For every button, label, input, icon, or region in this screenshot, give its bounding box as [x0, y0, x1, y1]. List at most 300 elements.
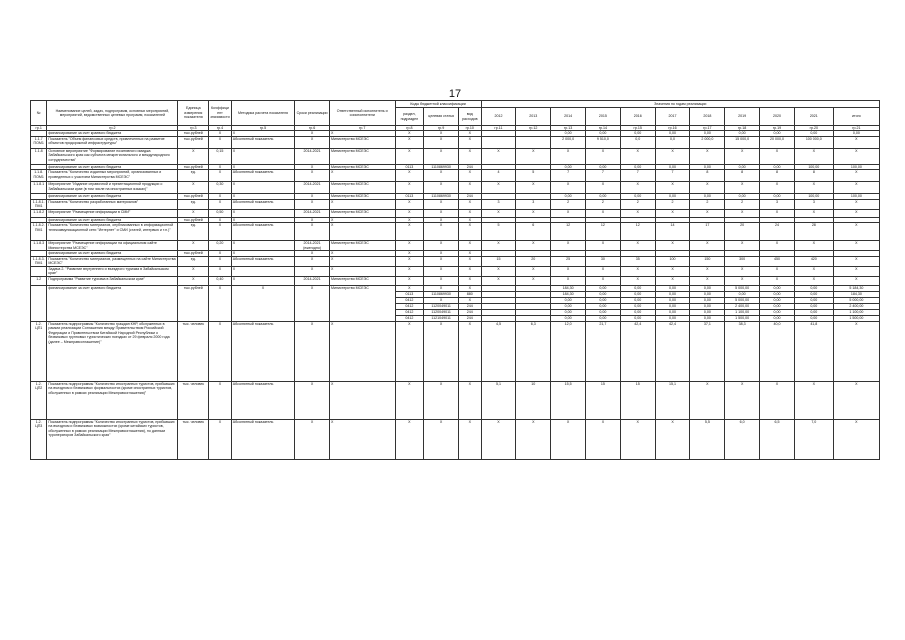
table-cell: Х — [395, 182, 424, 194]
table-cell: Х — [209, 170, 232, 182]
header-bk-col: раздел, подраздел — [395, 108, 424, 126]
table-cell: 5 000,00 — [725, 297, 760, 303]
table-cell: 4 — [481, 170, 516, 182]
table-cell: 0,00 — [794, 131, 833, 136]
table-cell: Х — [833, 241, 879, 251]
table-cell: 17 — [690, 223, 725, 241]
table-cell: 12,0 — [551, 321, 586, 381]
table-cell: 0,00 — [551, 297, 586, 303]
column-number: гр.10 — [459, 126, 482, 131]
table-cell: Министерство МСЕЭС — [329, 276, 395, 285]
table-cell: тыс.рублей — [178, 164, 209, 169]
table-cell: 37,1 — [690, 321, 725, 381]
table-cell: Х — [620, 209, 655, 217]
table-cell: Х — [395, 381, 424, 419]
table-cell: Х — [655, 276, 690, 285]
table-cell: Х — [395, 217, 424, 222]
table-cell: 8 — [794, 170, 833, 182]
table-cell: 0,00 — [585, 303, 620, 309]
table-cell: 1.1.8.3 — [31, 241, 47, 251]
column-number: гр.3 — [178, 126, 209, 131]
column-number: гр.1 — [31, 126, 47, 131]
table-cell: Х — [833, 419, 879, 459]
table-cell: 0,00 — [833, 131, 879, 136]
table-cell: 4,5 — [481, 321, 516, 381]
table-row — [31, 276, 880, 285]
table-cell: Х — [395, 223, 424, 241]
table-cell: Х — [516, 276, 551, 285]
table-row — [31, 321, 880, 381]
table-cell: Х — [655, 266, 690, 276]
header-name: Наименование целей, задач, подпрограмм, основных мероприятий, мероприятий, ведомственных целевых программ, показателей — [47, 101, 178, 126]
column-number: гр.21 — [833, 126, 879, 131]
table-cell: 0412 — [395, 303, 424, 309]
table-cell: Х — [760, 209, 795, 217]
table-cell: 0,00 — [551, 309, 586, 315]
table-cell: 1 100,00 — [725, 309, 760, 315]
table-cell: 0,00 — [655, 131, 690, 136]
table-cell: Х — [516, 148, 551, 164]
table-cell: 0,00 — [760, 297, 795, 303]
table-cell: Х — [794, 209, 833, 217]
table-row — [31, 148, 880, 164]
table-cell: 244 — [459, 303, 482, 309]
table-cell: 2014-2021 — [295, 182, 330, 194]
table-row — [31, 209, 880, 217]
table-cell: Х — [231, 131, 294, 136]
table-cell: Х — [690, 266, 725, 276]
table-cell: Х — [459, 297, 482, 303]
header-year: 2019 — [725, 108, 760, 126]
table-cell: Х — [459, 241, 482, 251]
table-cell: 42,4 — [655, 321, 690, 381]
header-values-group: Значения по годам реализации — [481, 101, 879, 108]
table-cell: Х — [725, 209, 760, 217]
table-cell: 5,5 — [690, 419, 725, 459]
table-cell: Х — [295, 217, 330, 222]
table-cell: Х — [585, 148, 620, 164]
table-cell: Х — [760, 241, 795, 251]
table-cell: Х — [551, 182, 586, 194]
table-cell: 1 500,00 — [725, 315, 760, 321]
table-cell: Х — [459, 148, 482, 164]
table-cell: 0,00 — [620, 164, 655, 169]
header-responsible: Ответственный исполнитель и соисполнители — [329, 101, 395, 126]
table-cell: 3 — [516, 199, 551, 209]
table-cell: Х — [395, 199, 424, 209]
table-row — [31, 241, 880, 251]
table-cell: 0,00 — [551, 315, 586, 321]
table-cell: Х — [395, 256, 424, 266]
table-cell: 41,8 — [794, 321, 833, 381]
table-cell: Х — [395, 148, 424, 164]
table-cell: 0,00 — [655, 194, 690, 199]
table-cell: 100 — [655, 256, 690, 266]
table-cell: Министерство МСЕЭС — [329, 285, 395, 321]
table-cell: Х — [295, 131, 330, 136]
table-cell: 0,00 — [620, 303, 655, 309]
header-year: 2020 — [760, 108, 795, 126]
column-number: гр.9 — [424, 126, 459, 131]
table-cell: 244 — [459, 194, 482, 199]
table-cell: Абсолютный показатель — [231, 419, 294, 459]
table-cell: 1.1.8.2. ПМ1 — [31, 223, 47, 241]
table-cell — [31, 266, 47, 276]
table-cell: тыс.рублей — [178, 131, 209, 136]
table-cell: Министерство МСЕЭС — [329, 209, 395, 217]
table-cell: Мероприятие "Размещение информации в СМИ" — [47, 209, 178, 217]
table-cell: Х — [295, 223, 330, 241]
table-cell: Х — [833, 223, 879, 241]
column-number: гр.5 — [231, 126, 294, 131]
table-cell: 2 — [690, 199, 725, 209]
table-cell: 100,00 — [833, 164, 879, 169]
table-cell: 2 — [620, 199, 655, 209]
table-cell: Х — [481, 182, 516, 194]
table-cell: Х — [794, 276, 833, 285]
table-cell: 100,00 — [794, 194, 833, 199]
table-cell: Министерство МСЕЭС — [329, 194, 395, 199]
table-cell: Х — [833, 256, 879, 266]
table-cell: Х — [833, 182, 879, 194]
table-cell: 0,50 — [209, 209, 232, 217]
table-cell: Х — [295, 256, 330, 266]
table-cell: 0,00 — [551, 164, 586, 169]
header-period: Сроки реализации — [295, 101, 330, 126]
table-cell: 0,00 — [760, 291, 795, 297]
table-cell: Х — [620, 276, 655, 285]
table-cell: Х — [690, 209, 725, 217]
column-number: гр.14 — [585, 126, 620, 131]
table-cell: 6,3 — [516, 321, 551, 381]
table-cell: 12 — [551, 223, 586, 241]
table-cell: ед. — [178, 223, 209, 241]
table-cell: Х — [424, 256, 459, 266]
table-cell: 1.2 — [31, 276, 47, 285]
table-cell: Х — [551, 419, 586, 459]
table-row — [31, 256, 880, 266]
table-cell: Основное мероприятие "Формирование позитивного имиджа Забайкальского края как субъекта межрегионального и международного сотрудничества" — [47, 148, 178, 164]
table-cell: 0,00 — [690, 285, 725, 291]
table-cell: Х — [459, 251, 482, 256]
table-cell: Х — [516, 266, 551, 276]
table-cell: 0,00 — [690, 309, 725, 315]
table-cell: Х — [655, 209, 690, 217]
table-cell: 1.2. ЦП3 — [31, 419, 47, 459]
table-cell: Х — [424, 251, 459, 256]
table-cell: Министерство МСЕЭС — [329, 182, 395, 194]
table-cell: Х — [585, 419, 620, 459]
table-cell: 5 — [481, 223, 516, 241]
column-number: гр.17 — [690, 126, 725, 131]
table-cell: Х — [459, 321, 482, 381]
table-cell: Х — [794, 266, 833, 276]
table-cell: 0,00 — [725, 164, 760, 169]
table-cell: Показатель "Количество материалов, размещенных на сайте Министерства МСЕЭС" — [47, 256, 178, 266]
table-cell: Х — [833, 321, 879, 381]
table-cell: 7 — [655, 170, 690, 182]
table-cell: ед. — [178, 256, 209, 266]
table-cell: Х — [209, 251, 232, 256]
table-cell: 0,00 — [760, 315, 795, 321]
table-cell: Х — [209, 199, 232, 209]
table-cell: Х — [395, 209, 424, 217]
table-cell: Х — [209, 266, 232, 276]
table-cell: Х — [231, 164, 294, 169]
table-cell: Х — [329, 251, 395, 256]
table-cell: Министерство МСЕЭС — [329, 164, 395, 169]
column-number: гр.7 — [329, 126, 395, 131]
table-cell: Х — [395, 321, 424, 381]
table-cell: Х — [424, 276, 459, 285]
table-cell: 0,0 — [655, 136, 690, 148]
table-cell: ед. — [178, 199, 209, 209]
table-cell: Х — [585, 241, 620, 251]
table-cell: 0,00 — [585, 297, 620, 303]
table-cell: финансирование за счет краевого бюджета — [47, 164, 178, 169]
table-cell: 0,0 — [620, 136, 655, 148]
table-cell: Х — [424, 170, 459, 182]
table-cell: 20 000,0 — [760, 136, 795, 148]
table-cell: Х — [209, 136, 232, 148]
table-cell: Х — [585, 209, 620, 217]
table-cell: 1.1.8 — [31, 148, 47, 164]
table-cell: Х — [794, 148, 833, 164]
table-cell: 7 — [551, 170, 586, 182]
table-cell: Х — [551, 209, 586, 217]
table-cell: Х — [329, 217, 395, 222]
table-cell: Х — [620, 419, 655, 459]
column-number: гр.18 — [725, 126, 760, 131]
header-year: 2014 — [551, 108, 586, 126]
table-cell: Х — [231, 209, 294, 217]
table-cell: Х — [585, 182, 620, 194]
table-cell: 8 — [760, 170, 795, 182]
table-cell: 28 — [794, 223, 833, 241]
table-cell: Х — [760, 381, 795, 419]
table-cell: Х — [231, 194, 294, 199]
header-num: № — [31, 101, 47, 126]
table-cell: 0,00 — [690, 297, 725, 303]
table-cell: 0113 — [395, 164, 424, 169]
column-number: гр.15 — [620, 126, 655, 131]
table-cell: 8 — [690, 170, 725, 182]
table-cell: тыс.рублей — [178, 136, 209, 148]
table-cell: Х — [424, 223, 459, 241]
table-cell: 2 000,0 — [690, 136, 725, 148]
table-cell: 1110869930 — [424, 194, 459, 199]
table-cell: Х — [481, 148, 516, 164]
table-cell: Х — [424, 217, 459, 222]
table-cell: 0,00 — [585, 309, 620, 315]
table-cell: 2014-2021 — [295, 209, 330, 217]
table-cell: 0,30 — [209, 182, 232, 194]
table-cell: 12 — [585, 223, 620, 241]
column-number: гр.19 — [760, 126, 795, 131]
table-cell: 15 — [585, 381, 620, 419]
table-cell: Х — [481, 276, 516, 285]
table-cell: Х — [459, 285, 482, 291]
table-cell: Х — [178, 182, 209, 194]
table-cell: Х — [725, 182, 760, 194]
table-cell: 38,3 — [725, 321, 760, 381]
table-cell: 2 400,00 — [725, 303, 760, 309]
table-cell: 0,00 — [585, 164, 620, 169]
table-cell: 100,00 — [833, 194, 879, 199]
table-cell: Х — [833, 276, 879, 285]
table-cell: тыс.рублей — [178, 285, 209, 321]
column-number: гр.11 — [481, 126, 516, 131]
table-cell: Х — [329, 419, 395, 459]
table-cell: 20 — [725, 223, 760, 241]
table-cell — [31, 285, 47, 321]
table-cell: Показатель подпрограммы "Количество иностранных туристов, прибывших на въездном и безвизовых формальностях (кроме иностранных туристов, обслуженных в рамках реализации Межправсоглашения)" — [47, 381, 178, 419]
table-cell: Х — [295, 266, 330, 276]
table-cell: 1.1.8.2 — [31, 209, 47, 217]
table-cell: 0,00 — [620, 315, 655, 321]
table-cell: Х — [178, 266, 209, 276]
table-cell: 14 — [655, 223, 690, 241]
table-cell: Х — [481, 241, 516, 251]
table-cell: Х — [295, 381, 330, 419]
table-cell: 5 000,00 — [725, 285, 760, 291]
table-cell: Х — [395, 419, 424, 459]
table-cell: 0,00 — [655, 303, 690, 309]
table-cell: 2014-2021 — [295, 148, 330, 164]
table-cell: Х — [833, 170, 879, 182]
table-cell: Х — [329, 131, 395, 136]
table-cell: тыс.рублей — [178, 194, 209, 199]
table-cell: 1 500,00 — [833, 315, 879, 321]
table-row — [31, 170, 880, 182]
table-cell: Х — [459, 381, 482, 419]
table-cell: 0,00 — [655, 164, 690, 169]
table-cell: Х — [833, 148, 879, 164]
table-cell: 184,30 — [551, 291, 586, 297]
table-cell: Х — [424, 285, 459, 291]
table-cell: 0,00 — [794, 285, 833, 291]
table-cell: Х — [424, 182, 459, 194]
table-cell: Абсолютный показатель — [231, 170, 294, 182]
table-cell: Х — [329, 223, 395, 241]
table-cell: Х — [295, 199, 330, 209]
table-cell: 0,00 — [620, 285, 655, 291]
table-cell: 3 — [794, 199, 833, 209]
table-cell: 6 — [516, 223, 551, 241]
table-cell: Х — [620, 182, 655, 194]
table-cell: 0412 — [395, 297, 424, 303]
table-cell: Х — [209, 321, 232, 381]
table-cell: Х — [395, 131, 424, 136]
table-cell: Показатель "Количество разработанных материалов" — [47, 199, 178, 209]
table-cell: 1110869930 — [424, 164, 459, 169]
table-cell: Министерство МСЕЭС — [329, 136, 395, 148]
table-cell: Х — [231, 266, 294, 276]
column-number: гр.6 — [295, 126, 330, 131]
table-cell: Х — [424, 131, 459, 136]
table-cell: Х — [725, 241, 760, 251]
table-cell: Х — [551, 276, 586, 285]
table-cell: 0,00 — [655, 315, 690, 321]
table-cell: 8 — [725, 170, 760, 182]
table-cell: 0,00 — [794, 303, 833, 309]
table-cell: Х — [231, 182, 294, 194]
table-cell: 0,00 — [551, 303, 586, 309]
table-cell: 0113 — [395, 194, 424, 199]
table-cell: 10 — [516, 381, 551, 419]
table-cell: Х — [620, 266, 655, 276]
table-cell: финансирование за счет краевого бюджета — [47, 285, 178, 321]
table-cell: Показатель "Объем финансовых средств, привлеченных на развитие объектов придорожной инфраструктуры" — [47, 136, 178, 148]
table-cell: Х — [760, 148, 795, 164]
header-year: итого — [833, 108, 879, 126]
table-cell: 25 — [551, 256, 586, 266]
table-cell: финансирование за счет краевого бюджета — [47, 217, 178, 222]
table-cell: Х — [725, 276, 760, 285]
table-cell: Мероприятие "Издание справочной и презентационной продукции о Забайкальском крае (в том числе на иностранных языках)" — [47, 182, 178, 194]
table-cell: 244 — [459, 164, 482, 169]
table-cell: Х — [459, 182, 482, 194]
table-cell: тыс.рублей — [178, 217, 209, 222]
table-cell: 5,1 — [481, 381, 516, 419]
table-cell: тыс.рублей — [178, 251, 209, 256]
table-cell: Х — [209, 194, 232, 199]
table-cell: 6,0 — [725, 419, 760, 459]
table-cell: 3 — [760, 199, 795, 209]
table-cell: Х — [459, 170, 482, 182]
table-cell: Х — [209, 217, 232, 222]
table-row — [31, 266, 880, 276]
header-year: 2017 — [655, 108, 690, 126]
table-cell: 100,00 — [794, 164, 833, 169]
table-row — [31, 136, 880, 148]
table-cell: Подпрограмма "Развитие туризма в Забайкальском крае" — [47, 276, 178, 285]
table-cell: Х — [760, 266, 795, 276]
table-cell: Х — [395, 276, 424, 285]
table-cell: 1.2. ЦП2 — [31, 381, 47, 419]
table-cell: 1.1.8.3. ПМ1 — [31, 256, 47, 266]
table-cell: Х — [395, 241, 424, 251]
table-cell: Х — [231, 276, 294, 285]
header-year: 2013 — [516, 108, 551, 126]
table-cell: Х — [231, 241, 294, 251]
table-cell: 5 — [516, 170, 551, 182]
table-cell: 2014-2021 (ежегодно) — [295, 241, 330, 251]
table-cell: 0,00 — [620, 309, 655, 315]
table-cell: Х — [620, 148, 655, 164]
table-cell: Х — [459, 276, 482, 285]
table-cell: Х — [295, 321, 330, 381]
header-year: 2018 — [690, 108, 725, 126]
table-cell: Х — [424, 148, 459, 164]
table-cell: Х — [231, 148, 294, 164]
table-cell: Х — [833, 266, 879, 276]
header-year: 2016 — [620, 108, 655, 126]
table-cell: Х — [459, 131, 482, 136]
table-cell: 0,00 — [585, 315, 620, 321]
table-cell: Показатель "Количество материалов, опубликованных в информационной телекоммуникационной сети "Интернет" и СМИ (статей, интервью и т.п.)" — [47, 223, 178, 241]
table-cell: 0,00 — [690, 291, 725, 297]
table-cell: Х — [459, 419, 482, 459]
table-cell: 0,00 — [690, 164, 725, 169]
table-cell: 0,00 — [620, 291, 655, 297]
table-cell: Х — [459, 199, 482, 209]
table-cell: Х — [585, 266, 620, 276]
table-cell: Х — [209, 131, 232, 136]
table-cell: Показатель "Количество изданных мероприятий, организованных и проведенных с участием Министерства МСЕЭС" — [47, 170, 178, 182]
table-cell: Показатель подпрограммы "Количество иностранных туристов, прибывших на въездном и безвизовых возможностях (кроме китайских туристов, обслуженных в рамках реализации Межправсоглашения), по данным туроператоров Забайкальского края" — [47, 419, 178, 459]
table-cell: Х — [395, 285, 424, 291]
